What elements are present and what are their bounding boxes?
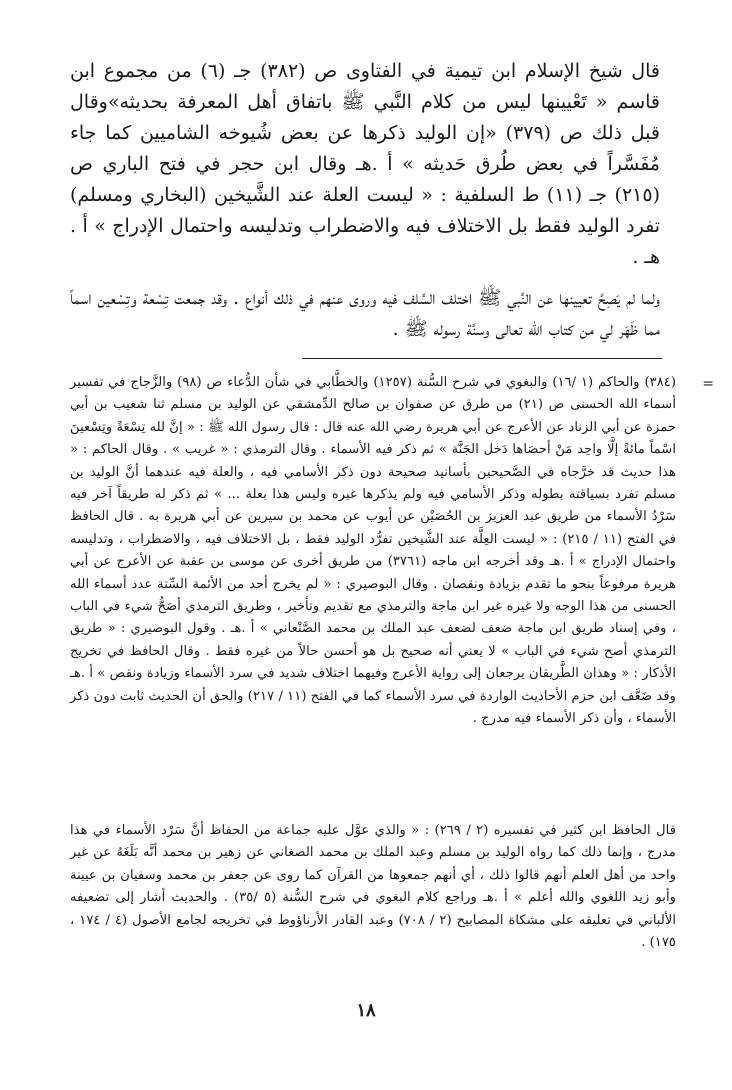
- footnote-continuation-marker: =: [702, 376, 714, 392]
- footnote-text: (٣٨٤) والحاكم (١ /١٦) والبغوي في شرح السُّنة (١٢٥٧) والخطَّابي في شأن الدُّعاء ص (٩٨) والزَّجاج في تفسير أسماء الله الحسنى ص (٢١) من طرق عن صفوان بن صالح الدِّمشقي عن الوليد بن مسلم ثنا شعيب بن أبي حمزة عن أبي الزناد عن الأعرج عن أبي هريرة رضي الله عنه قال : قال رسول الله ﷺ : « إنَّ لله تِسْعَةً وتِسْعينَ اسْماً مائةً إلَّا واحِد مَنْ أحصَاها دَخل الجَنَّة » ثم ذكر فيه الأسماء . وقال الترمذي : « غريب » . وقال الحاكم : « هذا حديث قد خرَّجاه في الصَّحيحين بأسانيد صحيحة دون ذكر الأسامي فيه ، والعلة فيه عندهما أنَّ الوليد بن مسلم تفرد بسياقته بطوله وذكر الأسامي فيه ولم يذكرها غيره وليس هذا بعلة ... » ثم ذكر له طريقاً آخر فيه سَرْدُ الأسماء من طريق عبد العزيز بن الحُصَيْن عن أيوب عن محمد بن سيرين عن أبي هريرة به . قال الحافظ في الفتح (١١ / ٢١٥) : « ليست العِلَّة عند الشَّيخين تفرُّد الوليد فقط ، بل الاختلاف فيه ، والاضطراب ، وتدليسه واحتمال الإدراج » أ .هـ وقد أخرجه ابن ماجه (٣٧٦١) من طريق أخرى عن موسى بن عقبة عن الأعرج عن أبي هريرة مرفوعاً بنحو ما تقدم بزيادة ونقصان . وقال البوصيري : « لم يخرج أحد من الأئمة السِّتة عدد أسماء الله الحسنى من هذا الوجه ولا غيره غير ابن ماجة والترمذي مع تقديم وتأخير ، وطريق الترمذي أصَحُّ شيء في الباب ، وفي إسناد طريق ابن ماجة ضعف لضعف عبد الملك بن محمد الصَّنْعاني » أ .هـ . وقول البوصيري : « طريق الترمذي أصح شيء في الباب » لا يعني أنه صحيح بل هو أحسن حالاً من غيره فقط . وقال الحافظ في تخريج الأذكار : « وهذان الطَّريقان يرجعان إلى رواية الأعرج وفيهما اختلاف شديد في سرد الأسماء وزيادة ونقص » أ .هـ وقد ضَعَّف ابن حزم الأحاديث الواردة في سرد الأسماء كما في الفتح (١١ / ٢١٧) والحق أن الحديث ثابت دون ذكر الأسماء ، وأن ذكر الأسماء فيه مدرج .: [70, 375, 677, 727]
- main-paragraph-1: قال شيخ الإسلام ابن تيمية في الفتاوى ص (٣٨٢) جـ (٦) من مجموع ابن قاسم « تَعْيينها ليس من كلام النَّبي ﷺ باتفاق أهل المعرفة بحديثه»وقال قبل ذلك ص (٣٧٩) «إن الوليد ذكرها عن بعض شُيوخه الشاميين كما جاء مُفَسَّراً في بعض طُرق حَديثه » أ .هـ وقال ابن حجر في فتح الباري ص (٢١٥) جـ (١١) ط السلفية : « ليست العلة عند الشَّيخين (البخاري ومسلم) تفرد الوليد فقط بل الاختلاف فيه والاضطراب وتدليسه واحتمال الإدراج » أ . هـ .: [70, 60, 660, 268]
- footnote-separator: [302, 358, 662, 359]
- footnote-quote: [70, 820, 676, 954]
- main-paragraph-2: ولما لم يَصِحَّ تعيينها عن النَّبي ﷺ اختلف السَّلف فيه وروى عنهم في ذلك أنواع . وقد جمعت تِسْعة وتِسْعين اسماً مما ظَهَر لي من كتاب الله تعالى وسنَّة رسوله ﷺ .: [70, 287, 660, 340]
- page-number: ١٨: [356, 1000, 376, 1021]
- main-text: [70, 56, 660, 355]
- footnote-quote-text: قال الحافظ ابن كثير في تفسيره (٢ / ٢٦٩) : « والذي عوَّل عليه جماعة من الحفاظ أنَّ سَرْد الأسماء في هذا مدرج ، وإنما ذلك كما رواه الوليد بن مسلم وعبد الملك بن محمد الصغاني عن زهير بن محمد أنَّه بَلَغَهُ عن غير واحد من أهل العلم أنهم قالوا ذلك ، أي أنهم جمعوها من القرآن كما روى عن جعفر بن محمد وسفيان بن عيينة وأبو زيد اللغوي والله أعلم » أ .هـ وراجع كلام البغوي في شرح السُّنة (٥ /٣٥) . والحديث أشار إلى تضعيفه الألباني في تعليقه على مشكاة المصابيح (٢ / ٧٠٨) وعبد القادر الأرناؤوط في تخريجه لجامع الأصول (٤ / ١٧٤ ، ١٧٥) .: [70, 823, 677, 951]
- footnote: [70, 372, 676, 731]
